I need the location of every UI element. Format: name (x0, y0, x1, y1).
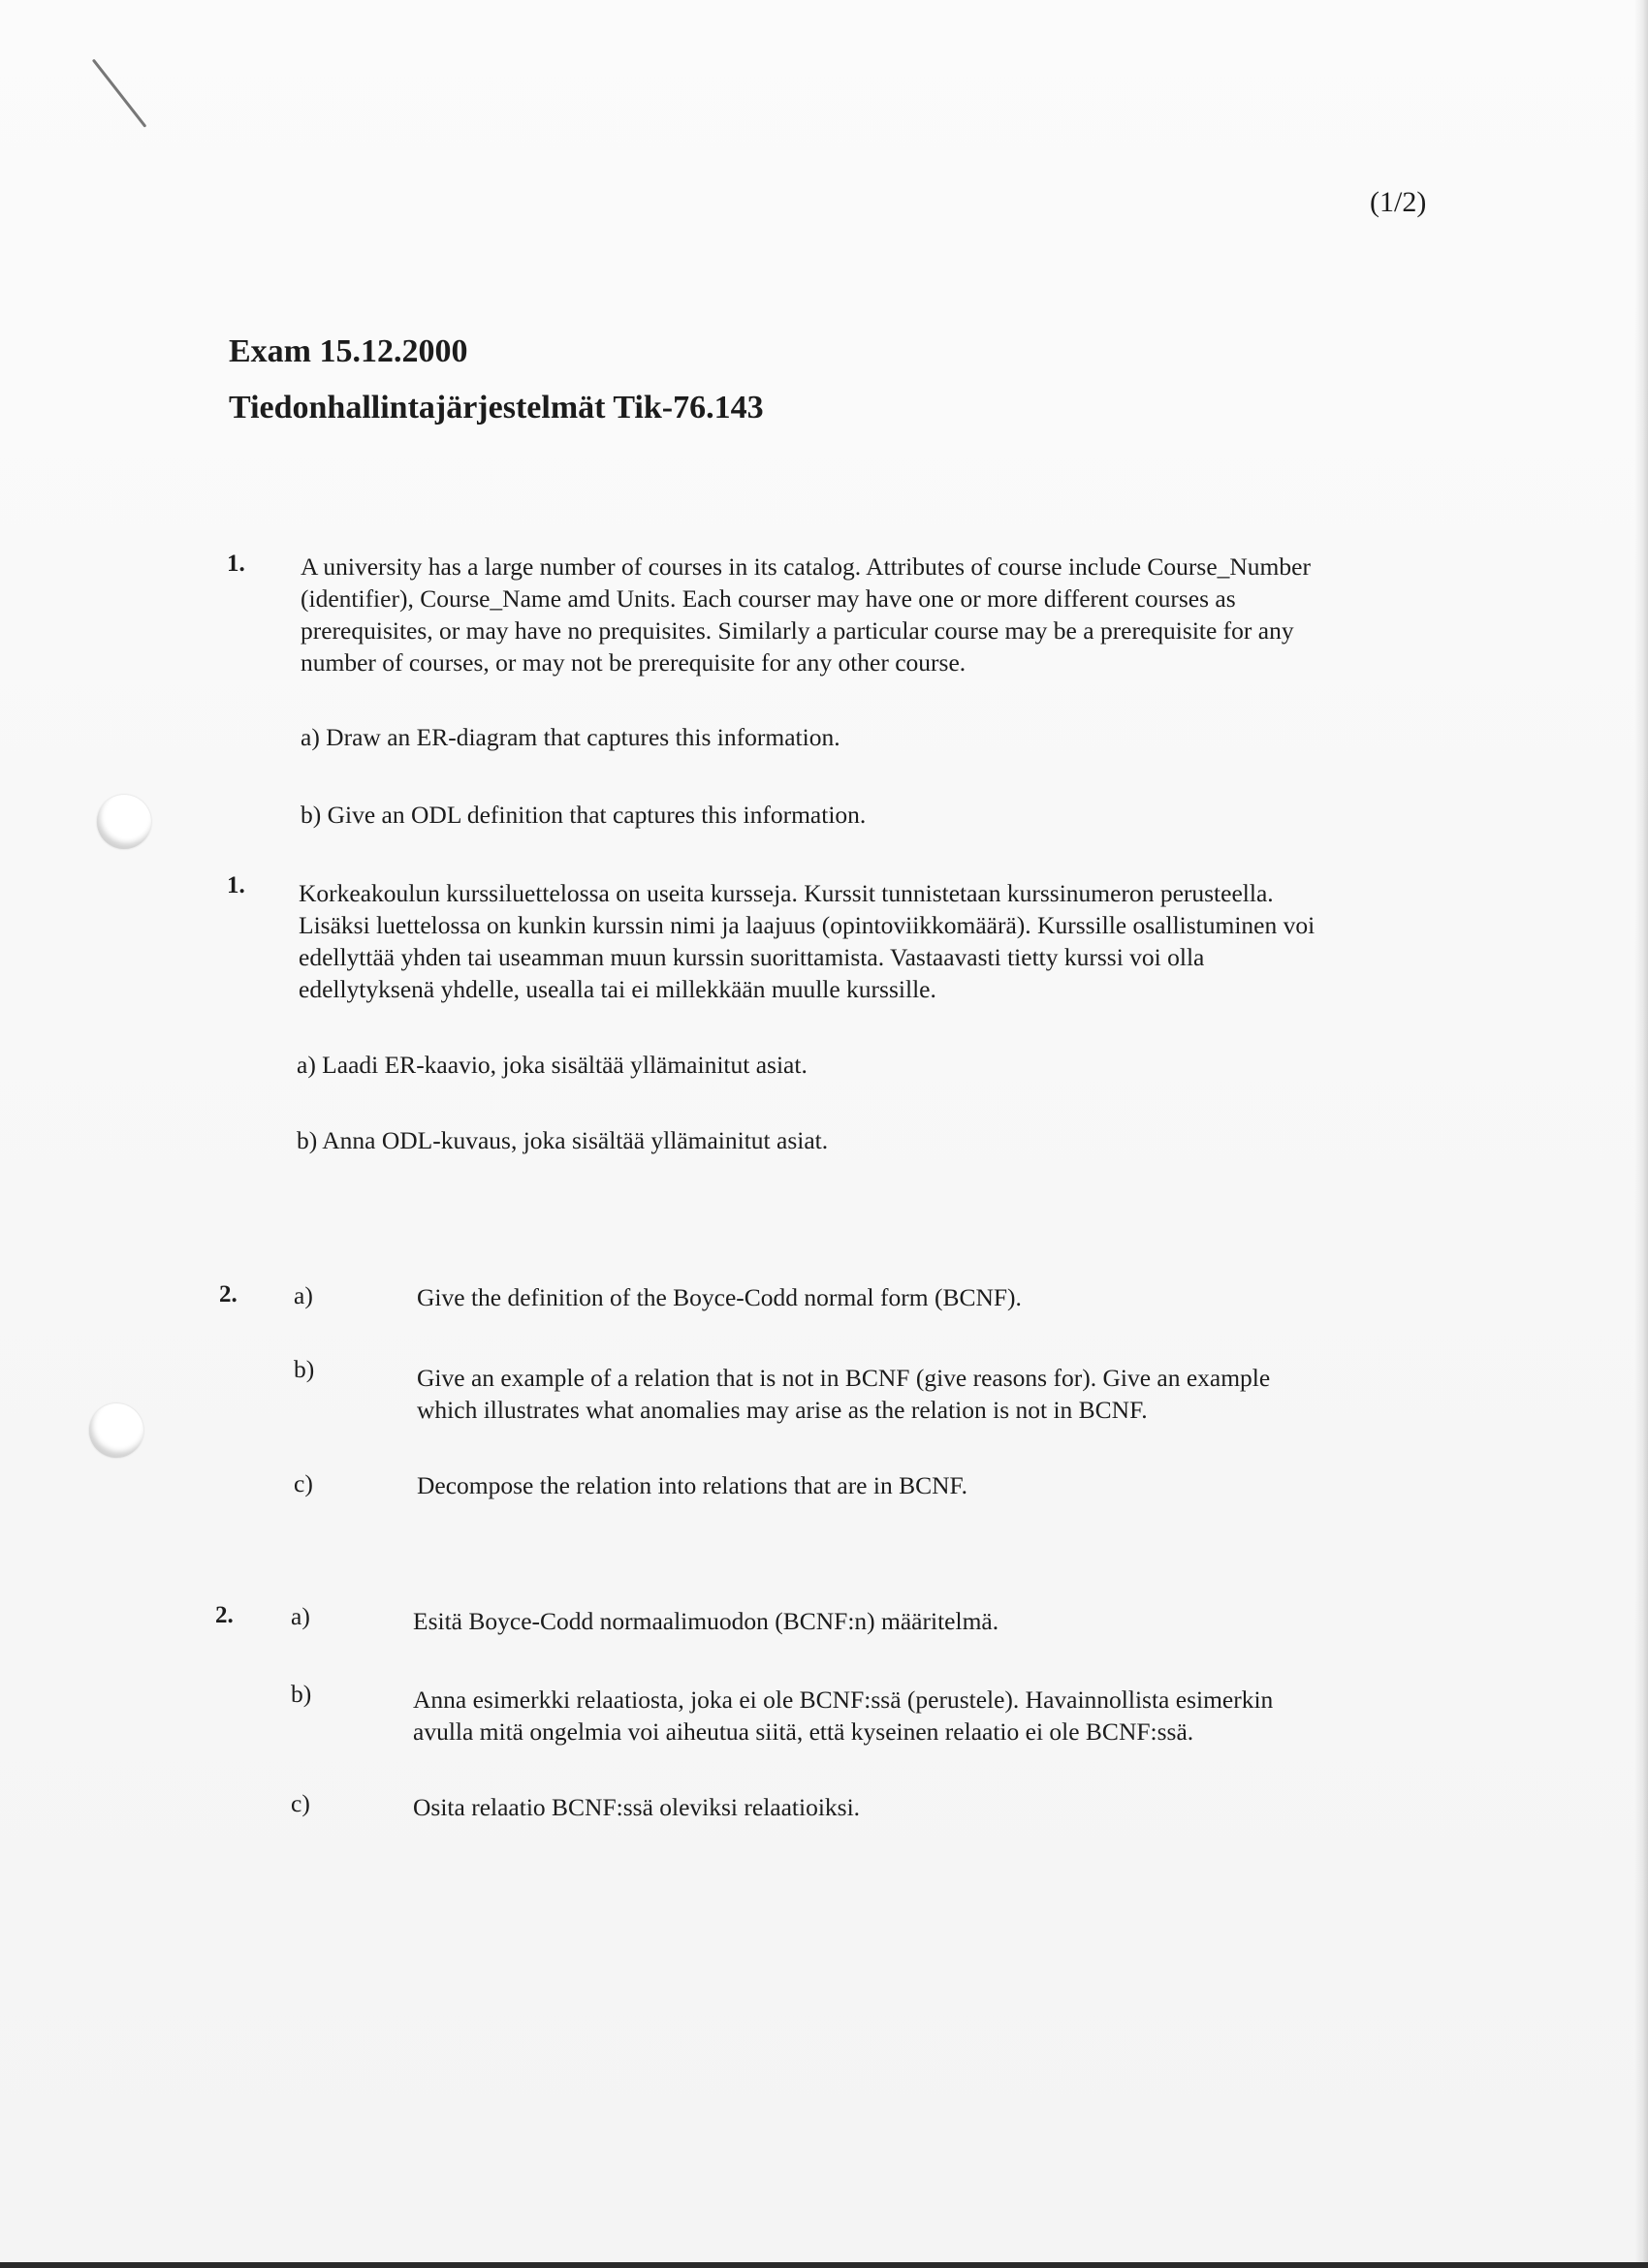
q2-en-b-line-2: which illustrates what anomalies may arise as the relation is not in BCNF. (417, 1396, 1148, 1424)
q2-en-c-label: c) (294, 1469, 313, 1497)
q2-fi-a-text: Esitä Boyce-Codd normaalimuodon (BCNF:n) määritelmä. (413, 1607, 999, 1635)
q1-en-number: 1. (227, 551, 245, 577)
q1-en-line-1: A university has a large number of courses in its catalog. Attributes of course include Course_Number (301, 552, 1311, 581)
q2-en-c-text: Decompose the relation into relations that are in BCNF. (417, 1471, 968, 1499)
q2-en-number: 2. (219, 1281, 238, 1307)
q2-fi-c-label: c) (291, 1789, 310, 1817)
q1-fi-line-3: edellyttää yhden tai useamman muun kurssin suorittamista. Vastaavasti tietty kurssi voi olla (299, 943, 1205, 971)
q1-en-part-b: b) Give an ODL definition that captures this information. (301, 801, 867, 829)
q2-en-a-label: a) (294, 1281, 313, 1309)
q1-en-line-4: number of courses, or may not be prerequisite for any other course. (301, 648, 967, 677)
q2-fi-b-label: b) (291, 1680, 312, 1708)
q1-en-part-a: a) Draw an ER-diagram that captures this information. (301, 723, 840, 751)
q2-en-a-text: Give the definition of the Boyce-Codd normal form (BCNF). (417, 1283, 1022, 1311)
staple-mark (92, 59, 147, 128)
q1-en-line-2: (identifier), Course_Name amd Units. Each courser may have one or more different courses as (301, 584, 1236, 613)
q1-fi-line-1: Korkeakoulun kurssiluettelossa on useita kursseja. Kurssit tunnistetaan kurssinumeron perusteella. (299, 879, 1274, 907)
punch-hole-top (97, 795, 151, 849)
scan-edge-shadow (1634, 0, 1648, 2268)
q1-fi-line-4: edellytyksenä yhdelle, usealla tai ei millekkään muulle kurssille. (299, 975, 936, 1003)
q1-en-line-3: prerequisites, or may have no prequisites. Similarly a particular course may be a prerequisite for any (301, 616, 1294, 645)
course-title: Tiedonhallintajärjestelmät Tik-76.143 (229, 390, 764, 425)
q1-fi-number: 1. (227, 872, 245, 898)
q2-en-b-line-1: Give an example of a relation that is not in BCNF (give reasons for). Give an example (417, 1364, 1271, 1392)
q2-en-b-label: b) (294, 1355, 315, 1383)
q2-fi-a-label: a) (291, 1602, 310, 1630)
scan-bottom-edge (0, 2262, 1648, 2268)
exam-date-title: Exam 15.12.2000 (229, 333, 468, 369)
punch-hole-bottom (89, 1403, 143, 1458)
q1-fi-part-b: b) Anna ODL-kuvaus, joka sisältää yllämainitut asiat. (297, 1126, 829, 1154)
q1-fi-part-a: a) Laadi ER-kaavio, joka sisältää yllämainitut asiat. (297, 1051, 808, 1079)
q2-fi-b-line-2: avulla mitä ongelmia voi aiheutua siitä, että kyseinen relaatio ei ole BCNF:ssä. (413, 1717, 1194, 1746)
q1-fi-line-2: Lisäksi luettelossa on kunkin kurssin nimi ja laajuus (opintoviikkomäärä). Kurssille osallistuminen voi (299, 911, 1315, 939)
page-number: (1/2) (1370, 186, 1427, 218)
q2-fi-b-line-1: Anna esimerkki relaatiosta, joka ei ole BCNF:ssä (perustele). Havainnollista esimerkin (413, 1685, 1274, 1714)
q2-fi-number: 2. (215, 1602, 234, 1628)
q2-fi-c-text: Osita relaatio BCNF:ssä oleviksi relaatioiksi. (413, 1793, 861, 1821)
